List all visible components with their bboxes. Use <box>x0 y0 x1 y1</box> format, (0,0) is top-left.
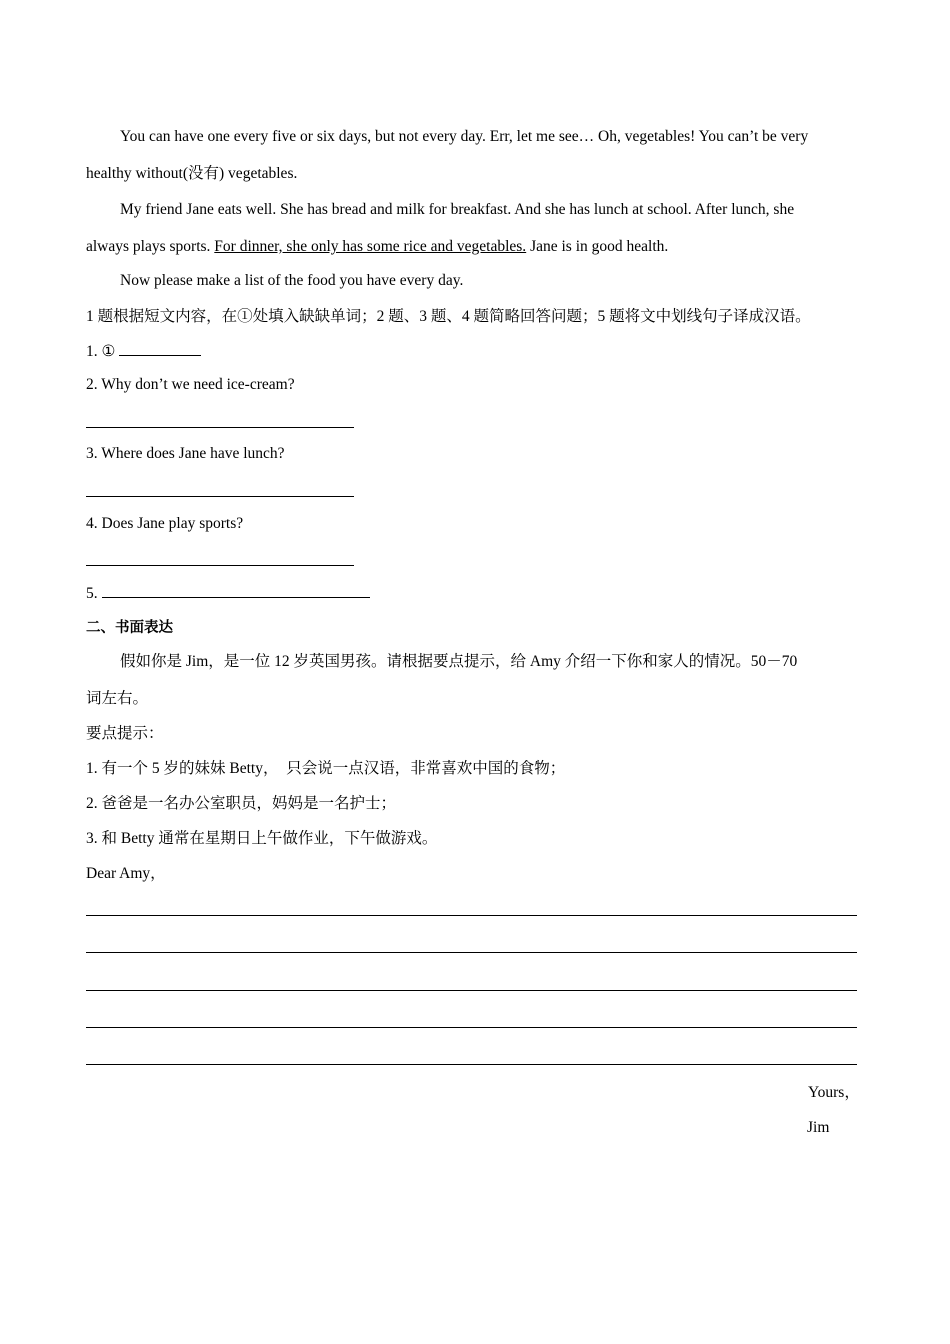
signature: Jim <box>807 1119 830 1136</box>
passage-p2-line2 <box>86 237 668 257</box>
underlined-sentence: For dinner, she only has some rice and vegetables. <box>214 238 527 255</box>
passage-p2-text-a: always plays sports. <box>86 238 215 255</box>
writing-line-3[interactable] <box>86 990 857 991</box>
writing-prompt-line2: 词左右。 <box>86 690 149 707</box>
tip-2: 2. 爸爸是一名办公室职员，妈妈是一名护士； <box>86 795 397 812</box>
question-2: 2. Why don’t we need ice-cream? <box>86 376 295 393</box>
question-1-label: 1. ① <box>86 343 120 360</box>
question-5 <box>86 583 370 604</box>
closing: Yours， <box>808 1084 860 1101</box>
question-1 <box>86 341 201 362</box>
answer-line-2[interactable] <box>86 427 354 428</box>
salutation: Dear Amy， <box>86 865 166 882</box>
answer-blank-5[interactable] <box>102 583 370 598</box>
answer-line-3[interactable] <box>86 496 354 497</box>
writing-line-1[interactable] <box>86 915 857 916</box>
writing-prompt-line1: 假如你是 Jim，是一位 12 岁英国男孩。请根据要点提示，给 Amy 介绍一下你和家人的情况。50－70 <box>120 653 798 670</box>
passage-p2-line1: My friend Jane eats well. She has bread and milk for breakfast. And she has lunch at school. After lunch, she <box>120 201 795 218</box>
passage-p1-line1: You can have one every five or six days, but not every day. Err, let me see… Oh, vegetables! You can’t be very <box>120 128 809 145</box>
question-5-label: 5. <box>86 585 102 602</box>
question-4: 4. Does Jane play sports? <box>86 515 244 532</box>
answer-blank-1[interactable] <box>119 341 201 356</box>
tip-1: 1. 有一个 5 岁的妹妹 Betty， 只会说一点汉语，非常喜欢中国的食物； <box>86 760 566 777</box>
tips-label: 要点提示： <box>86 725 164 742</box>
passage-p2-text-b: Jane is in good health. <box>526 238 669 255</box>
writing-line-4[interactable] <box>86 1027 857 1028</box>
instructions: 1 题根据短文内容，在①处填入缺缺单词；2 题、3 题、4 题简略回答问题；5 题将文中划线句子译成汉语。 <box>86 308 811 325</box>
writing-line-2[interactable] <box>86 952 857 953</box>
passage-p1-line2: healthy without(没有) vegetables. <box>86 165 298 182</box>
answer-line-4[interactable] <box>86 565 354 566</box>
question-3: 3. Where does Jane have lunch? <box>86 445 285 462</box>
writing-line-5[interactable] <box>86 1064 857 1065</box>
section-2-heading: 二、书面表达 <box>86 620 173 636</box>
passage-p3: Now please make a list of the food you have every day. <box>120 272 464 289</box>
tip-3: 3. 和 Betty 通常在星期日上午做作业，下午做游戏。 <box>86 830 438 847</box>
